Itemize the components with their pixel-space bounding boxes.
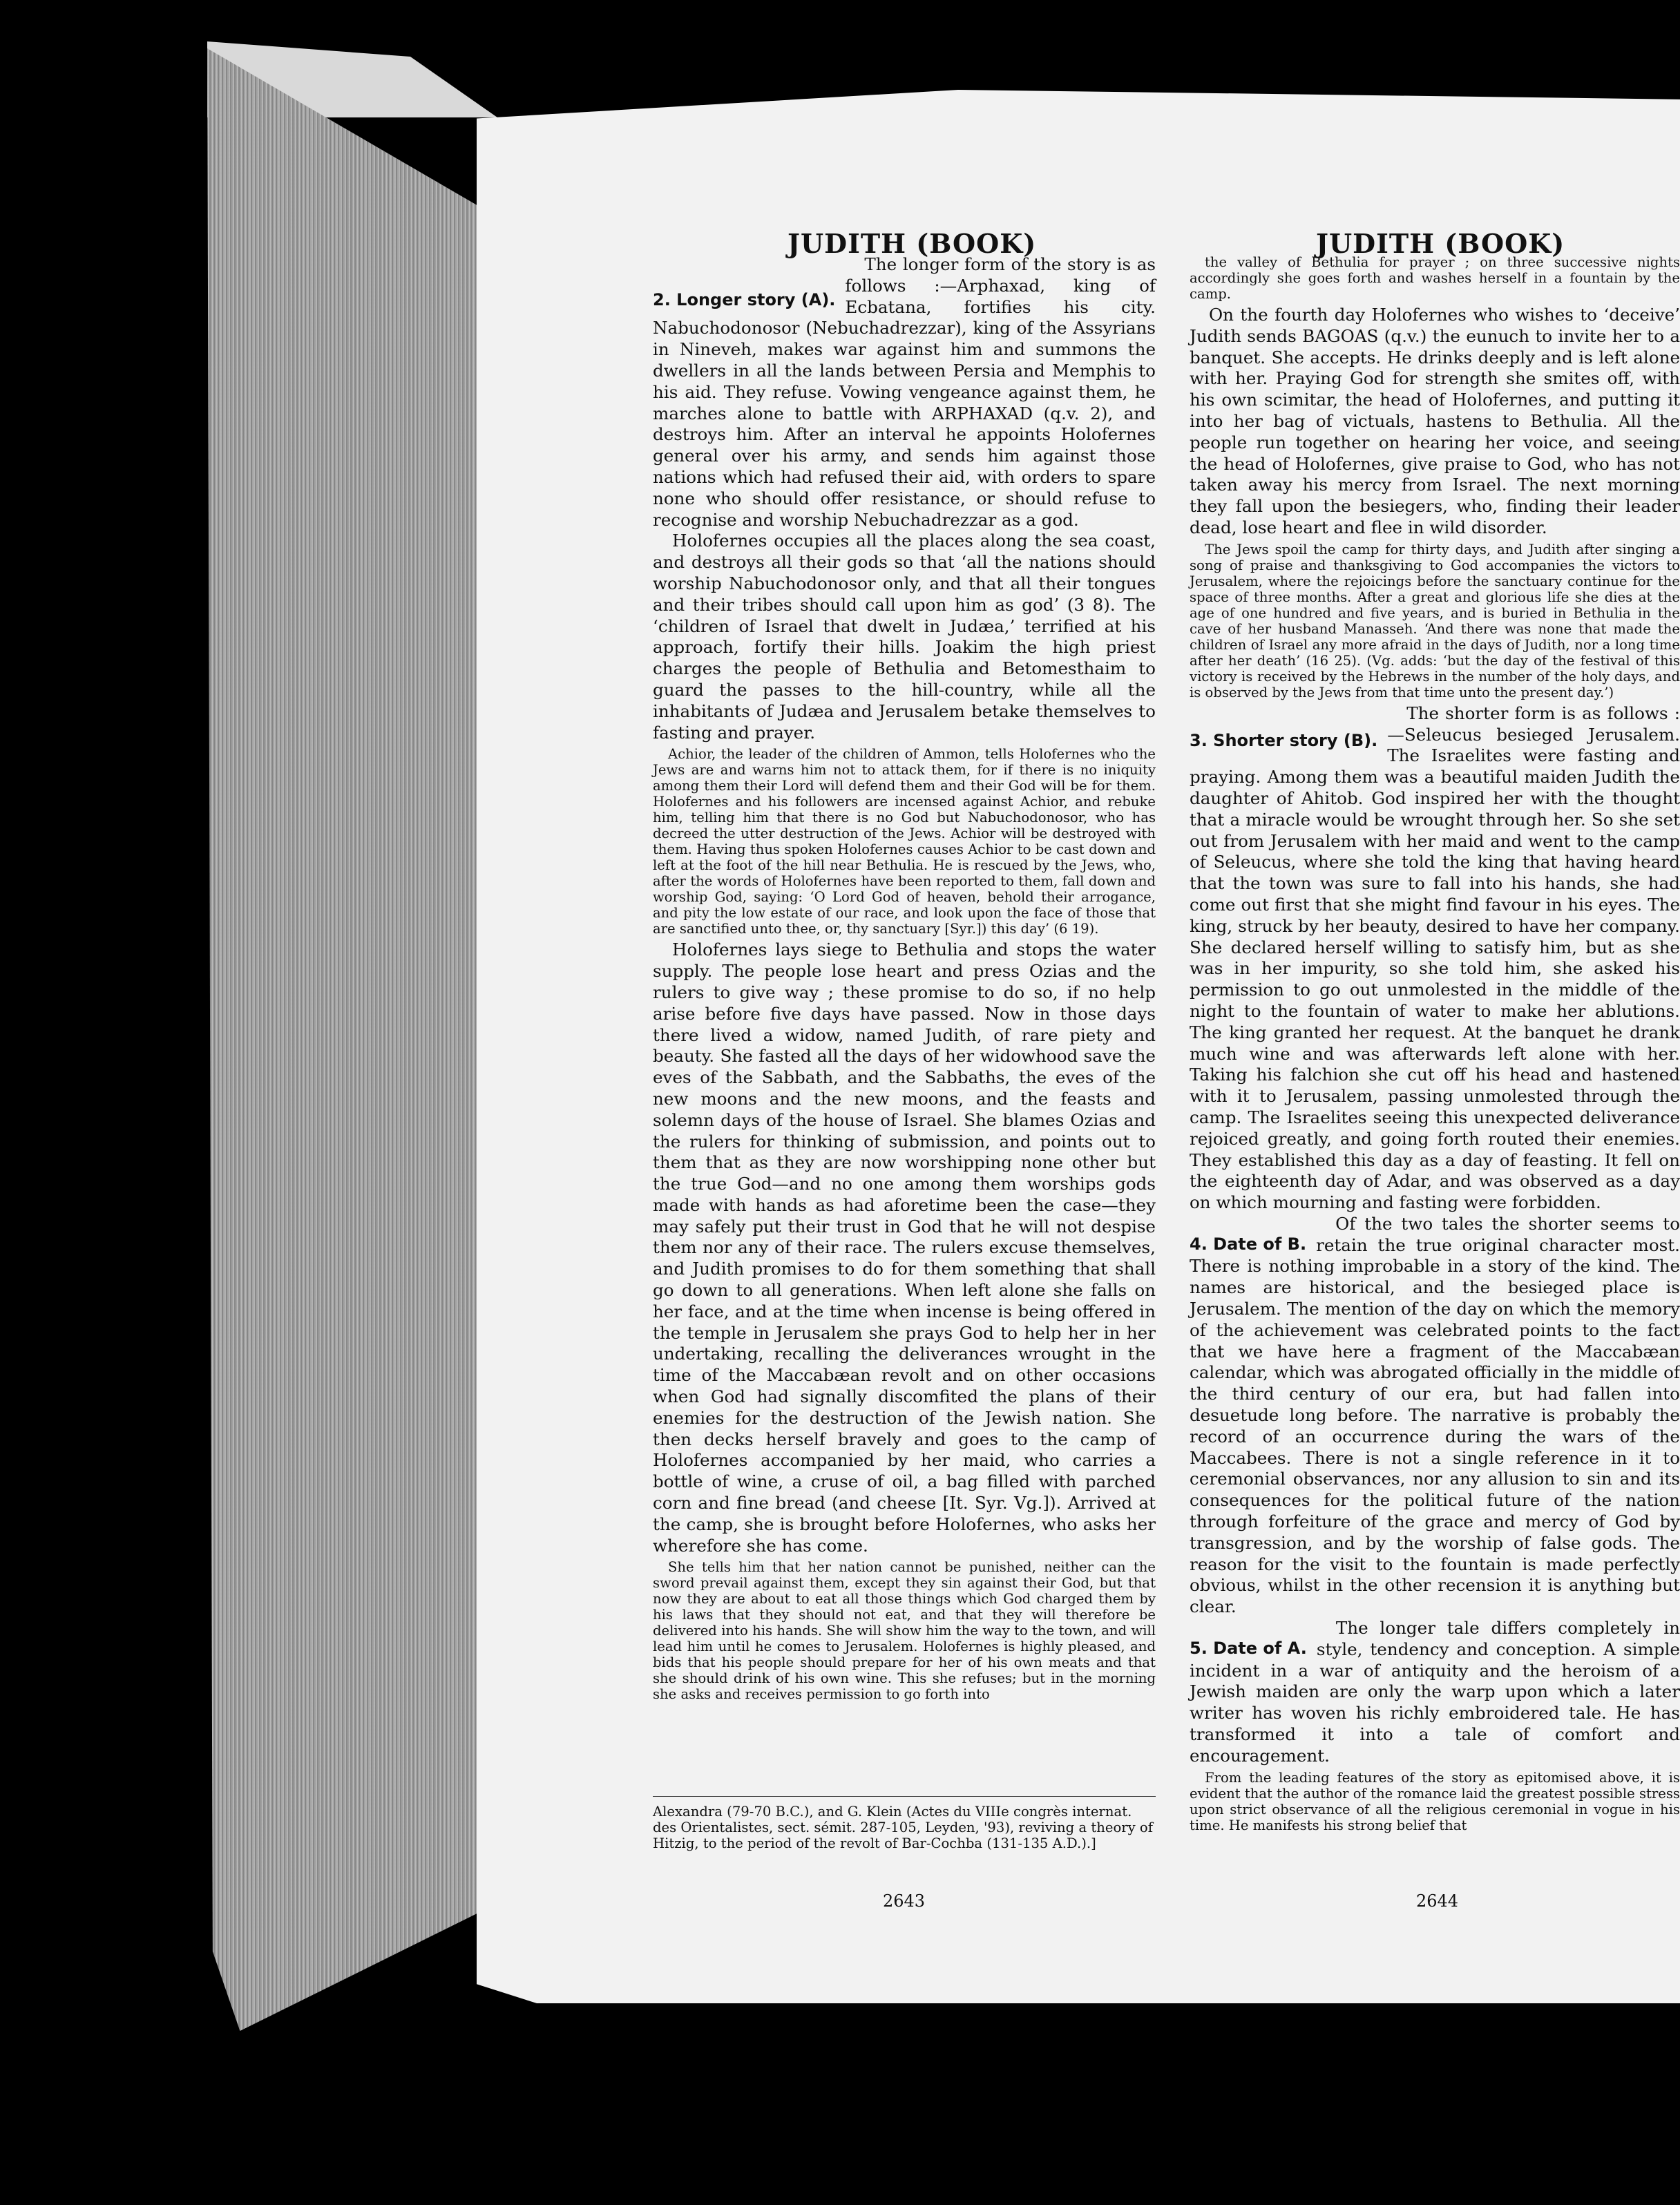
paragraph: The shorter form is as follows :—Seleucus besieged Jerusalem. The Israelites were fasting and praying. Among them was a beautiful maiden Judith the daughter of Ahitob. God inspired her with the thought that a miracle would be wrought through her. So she set out from Jerusalem with her maid and went to the camp of Seleucus, where she told the king that having heard that the town was sure to fall into his hands, she had come out first that she might find favour in his eyes. The king, struck by her beauty, desired to have her company. She declared herself willing to satisfy him, but as she was in her impurity, so she told him, she asked his permission to go out unmolested in the middle of the night to the fountain of water to make her ablutions. The king granted her request. At the banquet he drank much wine and was afterwards left alone with her. Taking his falchion she cut off his head and hastened with it to Jerusalem, passing unmolested through the camp. The Israelites seeing this unexpected deliverance rejoiced greatly, and going forth routed their enemies. They established this day as a day of feasting. It fell on the eighteenth day of Adar, and was observed as a day on which mourning and fasting were forbidden. <box>1190 703 1680 1213</box>
page-stack-edge <box>207 48 480 2031</box>
side-heading-date-a: 5. Date of A. <box>1190 1639 1307 1659</box>
running-header-left: JUDITH (BOOK) <box>788 228 1037 259</box>
page-number-left: 2643 <box>883 1891 926 1911</box>
small-paragraph: The Jews spoil the camp for thirty days, and Judith after singing a song of praise and thanksgiving to God accompanies the victors to Jerusalem, where the rejoicings before the sanctuary continue for the space of three months. After a great and glorious life she dies at the age of one hundred and five years, and is buried in Bethulia in the cave of her husband Manasseh. ‘And there was none that made the children of Israel any more afraid in the days of Judith, nor a long time after her death’ (16 25). (Vg. adds: ‘but the day of the festival of this victory is received by the Hebrews in the number of the holy days, and is observed by the Jews from that time unto the present day.’) <box>1190 541 1680 700</box>
small-paragraph: Achior, the leader of the children of Ammon, tells Holofernes who the Jews are and warns him not to attack them, for if there is no iniquity among them their Lord will defend them and their God will be for them. Holofernes and his followers are incensed against Achior, and rebuke him, telling him that there is no God but Nabuchodonosor, who has decreed the utter destruction of the Jews. Achior will be destroyed with them. Having thus spoken Holofernes causes Achior to be cast down and left at the foot of the hill near Bethulia. He is rescued by the Jews, who, after the words of Holofernes have been reported to them, fall down and worship God, saying: ‘O Lord God of heaven, behold their arrogance, and pity the low estate of our race, and look upon the face of those that are sanctified unto thee, or, thy sanctuary [Syr.]) this day’ (6 19). <box>653 746 1156 937</box>
side-heading-longer-story: 2. Longer story (A). <box>653 290 836 309</box>
small-paragraph: She tells him that her nation cannot be punished, neither can the sword prevail against them, except they sin against their God, but that now they are about to eat all those things which God charged them by his laws that they should not eat, and that they will therefore be delivered into his hands. She will show him the way to the town, and will lead him until he comes to Jerusalem. Holofernes is highly pleased, and bids that his people should prepare for her of his own meats and that she should drink of his own wine. This she refuses; but in the morning she asks and receives permission to go forth into <box>653 1559 1156 1703</box>
paragraph: On the fourth day Holofernes who wishes to ‘deceive’ Judith sends BAGOAS (q.v.) the eunuch to invite her to a banquet. She accepts. He drinks deeply and is left alone with her. Praying God for strength she smites off, with his own scimitar, the head of Holofernes, and putting it into her bag of victuals, hastens to Bethulia. All the people run together on hearing her voice, and seeing the head of Holofernes, give praise to God, who has not taken away his mercy from Israel. The next morning they fall upon the besiegers, who, finding their leader dead, lose heart and flee in wild disorder. <box>1190 305 1680 537</box>
paragraph: Holofernes occupies all the places along the sea coast, and destroys all their gods so that ‘all the nations should worship Nabuchodonosor only, and that all their tongues and their tribes should call upon him as god’ (3 8). The ‘children of Israel that dwelt in Judæa,’ terrified at his approach, fortify their hills. Joakim the high priest charges the people of Bethulia and Betomesthaim to guard the passes to the hill-country, while all the inhabitants of Judæa and Jerusalem betake themselves to fasting and prayer. <box>653 531 1156 743</box>
small-paragraph: From the leading features of the story as epitomised above, it is evident that the author of the romance laid the greatest possible stress upon strict observance of all the religious ceremonial in vogue in his time. He manifests his strong belief that <box>1190 1769 1680 1833</box>
paragraph: The longer form of the story is as follows :—Arphaxad, king of Ecbatana, fortifies his city. Nabuchodonosor (Nebuchadrezzar), king of the Assyrians in Nineveh, makes war against him and summons the dwellers in all the lands between Persia and Memphis to his aid. They refuse. Vowing vengeance against them, he marches alone to battle with ARPHAXAD (q.v. 2), and destroys him. After an interval he appoints Holofernes general over his army, and sends him against those nations which had refused their aid, with orders to spare none who should offer resistance, or should refuse to recognise and worship Nebuchadrezzar as a god. <box>653 254 1156 530</box>
small-paragraph: the valley of Bethulia for prayer ; on three successive nights accordingly she goes forth and washes herself in a fountain by the camp. <box>1190 254 1680 302</box>
side-heading-date-b: 4. Date of B. <box>1190 1234 1307 1254</box>
left-column <box>653 254 1156 1705</box>
footnote: Alexandra (79-70 B.C.), and G. Klein (Actes du VIIIe congrès internat. des Orientalistes, sect. sémit. 287-105, Leyden, '93), reviving a theory of Hitzig, to the period of the revolt of Bar-Cochba (131-135 A.D.).] <box>653 1796 1156 1851</box>
running-header-right: JUDITH (BOOK) <box>1316 228 1565 259</box>
side-heading-shorter-story: 3. Shorter story (B). <box>1190 730 1378 750</box>
paragraph: Holofernes lays siege to Bethulia and stops the water supply. The people lose heart and press Ozias and the rulers to give way ; these promise to do so, if no help arise before five days have passed. Now in those days there lived a widow, named Judith, of rare piety and beauty. She fasted all the days of her widowhood save the eves of the Sabbath, and the Sabbaths, the eves of the new moons and the new moons, and the feasts and solemn days of the house of Israel. She blames Ozias and the rulers for thinking of submission, and points out to them that as they are now worshipping none other but the true God—and no one among them worships gods made with hands as had aforetime been the case—they may safely put their trust in God that he will not despise them nor any of their race. The rulers excuse themselves, and Judith promises to do for them something that shall go down to all generations. When left alone she falls on her face, and at the time when incense is being offered in the temple in Jerusalem she prays God to help her in her undertaking, recalling the deliverances wrought in the time of the Maccabæan revolt and on other occasions when God had signally discomfited the plans of their enemies for the destruction of the Jewish nation. She then decks herself bravely and goes to the camp of Holofernes accompanied by her maid, who carries a bottle of wine, a cruse of oil, a bag filled with parched corn and fine bread (and cheese [It. Syr. Vg.]). Arrived at the camp, she is brought before Holofernes, who asks her wherefore she has come. <box>653 939 1156 1556</box>
right-column <box>1190 254 1680 1833</box>
page-number-right: 2644 <box>1416 1891 1459 1911</box>
paragraph: The longer tale differs completely in style, tendency and conception. A simple incident in a war of antiquity and the heroism of a Jewish maiden are only the warp upon which a later writer has woven his richly embroidered tale. He has transformed it into a tale of comfort and encouragement. <box>1190 1618 1680 1766</box>
paragraph: Of the two tales the shorter seems to retain the true original character most. There is nothing improbable in a story of the kind. The names are historical, and the besieged place is Jerusalem. The mention of the day on which the memory of the achievement was celebrated points to the fact that we have here a fragment of the Maccabæan calendar, which was abrogated officially in the middle of the third century of our era, but had fallen into desuetude long before. The narrative is probably the record of an occurrence during the wars of the Maccabees. There is not a single reference in it to ceremonial observances, nor any allusion to sin and its consequences for the political future of the nation through forfeiture of the grace and mercy of God by transgression, and by the worship of false gods. The reason for the visit to the fountain is made perfectly obvious, whilst in the other recension it is anything but clear. <box>1190 1213 1680 1617</box>
